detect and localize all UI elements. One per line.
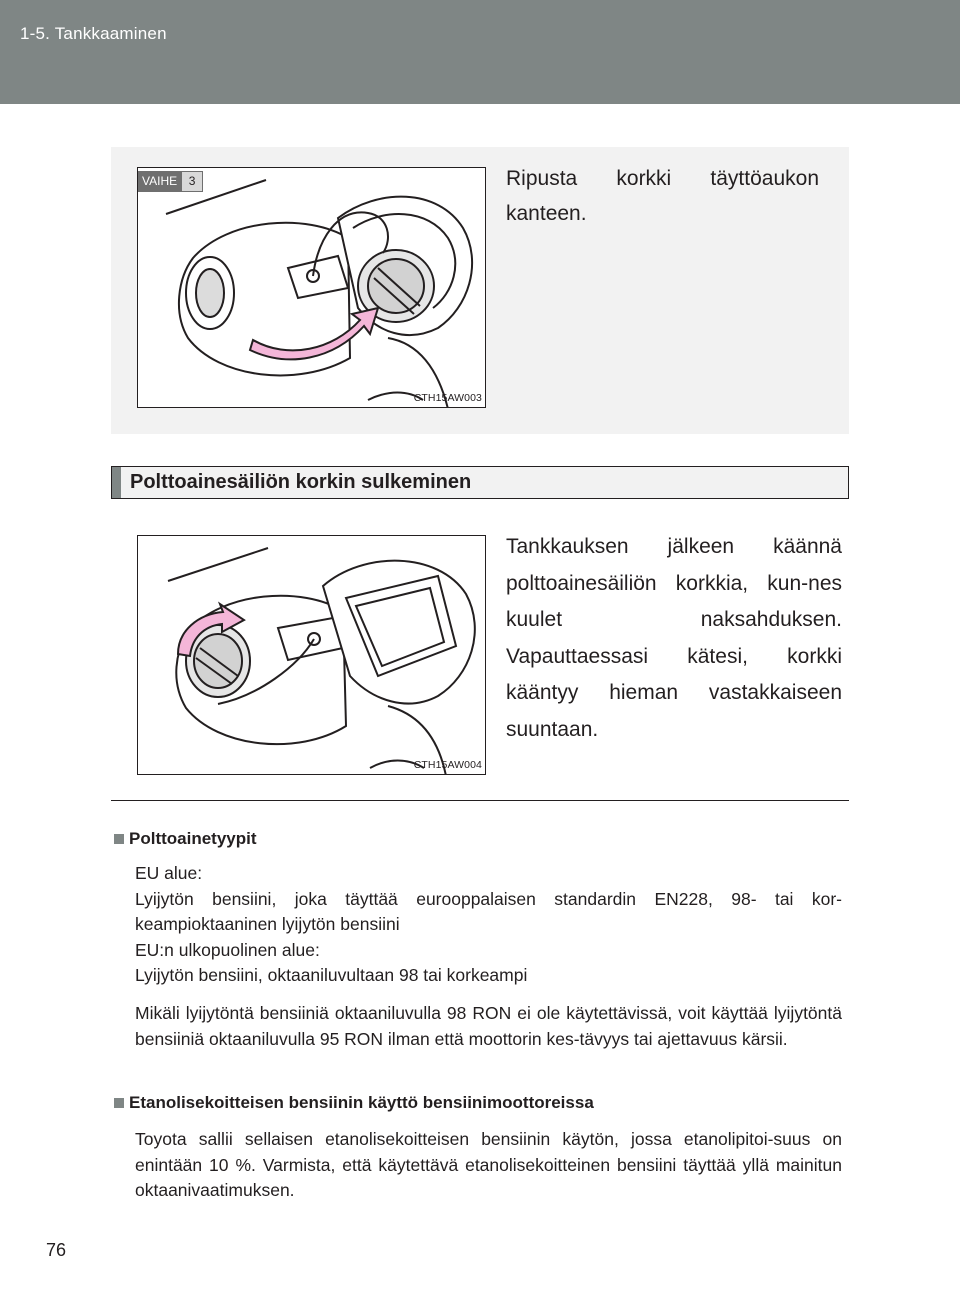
note-line: EU:n ulkopuolinen alue: <box>135 939 320 960</box>
note-heading-ethanol: Etanolisekoitteisen bensiinin käyttö bensiinimoottoreissa <box>114 1090 842 1116</box>
figure-code: CTH15AW004 <box>413 759 482 771</box>
page-number: 76 <box>46 1240 67 1260</box>
closing-instruction: Tankkauksen jälkeen käännä polttoainesäiliön korkkia, kun-nes kuulet naksahduksen. Vapauttaessasi kätesi, korkki kääntyy hieman vastakkaiseen suuntaan. <box>506 535 842 741</box>
fuel-cap-close-figure <box>137 535 486 775</box>
note-ethanol-paragraph: Toyota sallii sellaisen etanolisekoitteisen bensiinin käytön, jossa etanolipitoi-suus on enintään 10 %. Varmista, että käytettävä etanolisekoitteinen bensiini täyttää yllä mainitun oktaanivaatimuksen. <box>135 1129 842 1200</box>
section-heading-bar <box>112 467 121 498</box>
step-badge-number: 3 <box>181 171 203 192</box>
note-heading-fuel-types: Polttoainetyypit <box>114 826 842 852</box>
section-header-title: 1-5. Tankkaaminen <box>20 24 167 43</box>
note-fuel-types-paragraph: Mikäli lyijytöntä bensiiniä oktaaniluvulla 98 RON ei ole käytettävissä, voit käyttää lyijytöntä bensiiniä oktaaniluvulla 95 RON ilman että moottorin kes-tävyys tai ajettavuus kärsii. <box>135 1003 842 1049</box>
section-title: Polttoainesäiliön korkin sulkeminen <box>130 471 472 493</box>
step-badge <box>138 171 203 192</box>
fuel-cap-close-icon <box>138 536 486 775</box>
divider <box>111 800 849 801</box>
fuel-cap-hang-figure <box>137 167 486 408</box>
note-fuel-types-lines <box>135 861 842 989</box>
step-instruction: Ripusta korkki täyttöaukon kanteen. <box>506 167 819 225</box>
fuel-cap-hang-icon <box>138 168 486 408</box>
section-heading <box>111 466 849 499</box>
figure-code: CTH15AW003 <box>413 392 482 404</box>
square-bullet-icon <box>114 1098 124 1108</box>
note-line: Lyijytön bensiini, oktaaniluvultaan 98 tai korkeampi <box>135 965 528 985</box>
square-bullet-icon <box>114 834 124 844</box>
header-band <box>0 0 960 104</box>
note-line: Lyijytön bensiini, joka täyttää eurooppalaisen standardin EN228, 98- tai kor-keampioktaaninen lyijytön bensiini <box>135 888 842 934</box>
note-line: EU alue: <box>135 863 203 883</box>
step-badge-word: VAIHE <box>138 171 181 192</box>
